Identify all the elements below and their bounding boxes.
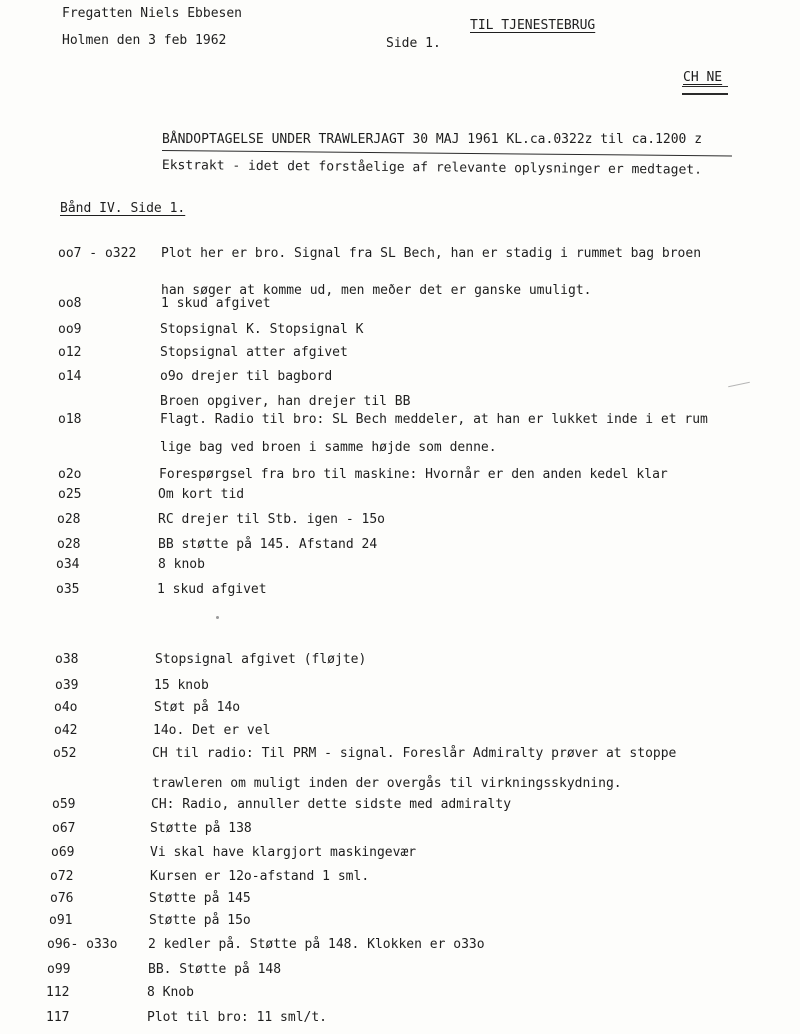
entry-time: o38	[55, 652, 79, 667]
paper-speck	[216, 616, 219, 619]
entry-time: o12	[58, 345, 82, 360]
entry-time: o96- o33o	[47, 937, 118, 952]
entry-text: Støtte på 138	[150, 821, 252, 836]
entry-time: o59	[52, 797, 76, 812]
initials-scribble	[682, 86, 728, 95]
title-underline	[162, 150, 732, 156]
entry-text: Vi skal have klargjort maskingevær	[150, 845, 417, 860]
entry-text: lige bag ved broen i samme højde som denne.	[160, 440, 497, 455]
entry-time: o28	[57, 537, 81, 552]
document-subtitle: Ekstrakt - idet det forståelige af relevante oplysninger er medtaget.	[161, 158, 703, 178]
entry-text: o9o drejer til bagbord	[160, 369, 333, 384]
handwritten-initials: CH NE	[683, 70, 723, 85]
entry-text: Kursen er 12o-afstand 1 sml.	[150, 869, 370, 884]
entry-time: o52	[53, 746, 77, 761]
entry-time: o72	[50, 869, 74, 884]
classification-label: TIL TJENESTEBRUG	[470, 18, 596, 33]
entry-text: trawleren om muligt inden der overgås til virkningsskydning.	[152, 776, 622, 791]
entry-time: o76	[50, 891, 74, 906]
entry-text: CH: Radio, annuller dette sidste med admiralty	[151, 797, 512, 812]
entry-text: Støtte på 15o	[149, 913, 251, 928]
entry-text: RC drejer til Stb. igen - 15o	[158, 512, 385, 527]
entry-time: o69	[51, 845, 75, 860]
entry-text: 8 knob	[158, 557, 205, 572]
entry-text: 14o. Det er vel	[153, 723, 271, 738]
entry-time: oo9	[58, 322, 82, 337]
entry-time: o14	[58, 369, 82, 384]
entry-text: Støtte på 145	[149, 891, 251, 906]
entry-time: oo7 - o322	[58, 246, 137, 261]
entry-text: Plot her er bro. Signal fra SL Bech, han er stadig i rummet bag broen	[161, 246, 702, 261]
sender-place-date: Holmen den 3 feb 1962	[62, 33, 227, 48]
entry-text: Plot til bro: 11 sml/t.	[147, 1010, 328, 1025]
entry-time: o35	[56, 582, 80, 597]
entry-time: o91	[49, 913, 73, 928]
entry-text: Broen opgiver, han drejer til BB	[160, 394, 411, 409]
entry-time: o42	[54, 723, 78, 738]
entry-time: o99	[47, 962, 71, 977]
entry-text: BB. Støtte på 148	[148, 962, 282, 977]
entry-text: 1 skud afgivet	[161, 296, 271, 311]
entry-text: Forespørgsel fra bro til maskine: Hvornår er den anden kedel klar	[159, 467, 668, 482]
entry-text: 1 skud afgivet	[157, 582, 267, 597]
entry-text: BB støtte på 145. Afstand 24	[158, 537, 378, 552]
entry-text: Stopsignal afgivet (fløjte)	[155, 652, 367, 667]
tape-side-label: Bånd IV. Side 1.	[60, 201, 186, 216]
entry-time: o39	[55, 678, 79, 693]
sender-ship: Fregatten Niels Ebbesen	[62, 6, 243, 21]
entry-text: CH til radio: Til PRM - signal. Foreslår Admiralty prøver at stoppe	[152, 746, 677, 761]
entry-time: o2o	[58, 467, 82, 482]
entry-text: 2 kedler på. Støtte på 148. Klokken er o33o	[148, 937, 485, 952]
entry-text: Stopsignal atter afgivet	[160, 345, 348, 360]
entry-time: o18	[58, 412, 82, 427]
entry-text: Flagt. Radio til bro: SL Bech meddeler, at han er lukket inde i et rum	[160, 412, 708, 427]
entry-text: 8 Knob	[147, 985, 194, 1000]
entry-text: han søger at komme ud, men meðer det er ganske umuligt.	[161, 283, 592, 298]
document-title: BÅNDOPTAGELSE UNDER TRAWLERJAGT 30 MAJ 1961 KL.ca.0322z til ca.1200 z	[162, 132, 703, 147]
entry-time: o28	[57, 512, 81, 527]
entry-text: Om kort tid	[158, 487, 245, 502]
entry-time: o4o	[54, 700, 78, 715]
margin-mark	[728, 382, 750, 388]
entry-time: 117	[46, 1010, 70, 1025]
entry-time: o25	[58, 487, 82, 502]
entry-time: o34	[56, 557, 80, 572]
entry-text: Støt på 14o	[154, 700, 241, 715]
entry-time: o67	[52, 821, 76, 836]
page-side-label: Side 1.	[386, 36, 441, 51]
entry-time: oo8	[58, 296, 82, 311]
entry-time: 112	[46, 985, 70, 1000]
entry-text: 15 knob	[154, 678, 209, 693]
entry-text: Stopsignal K. Stopsignal K	[160, 322, 364, 337]
